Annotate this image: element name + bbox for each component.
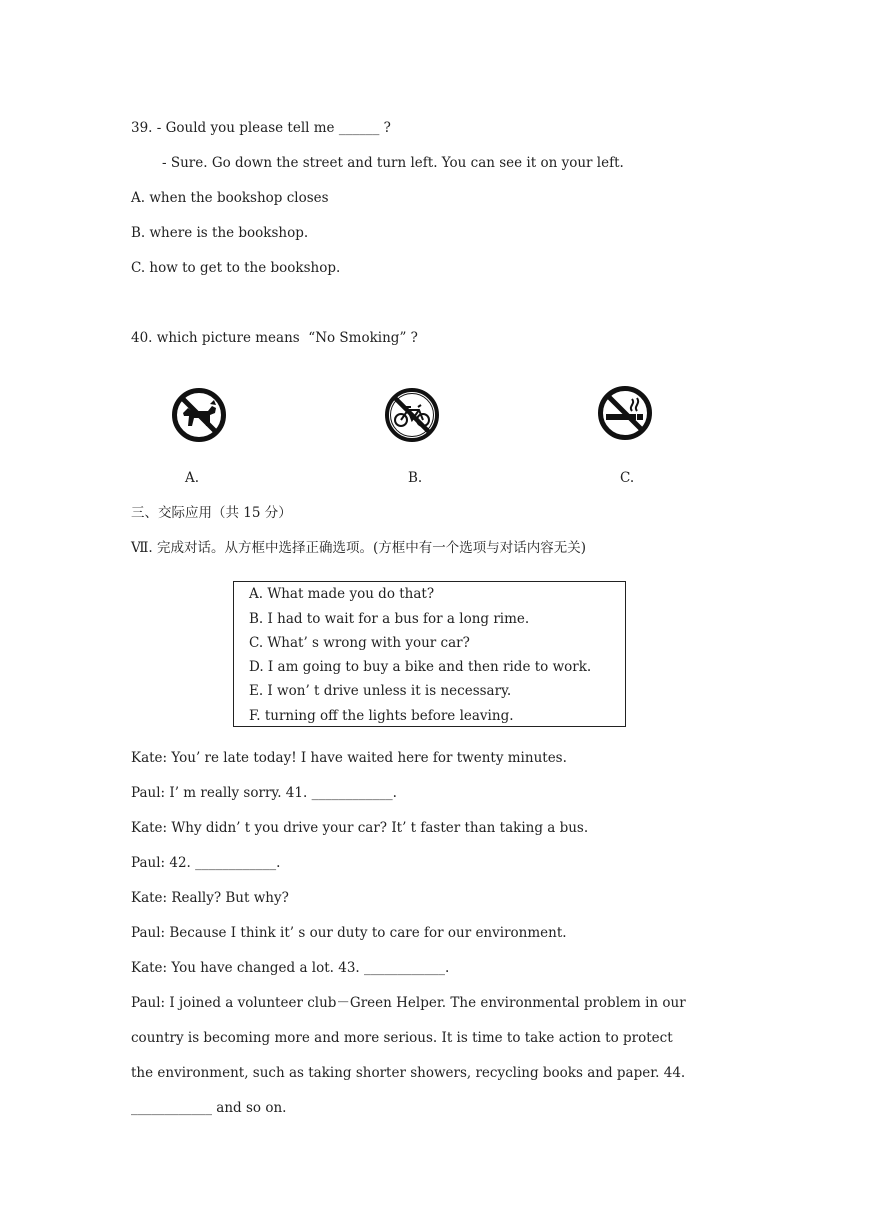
sign-b-label: B. — [408, 470, 423, 486]
dialogue-line: Kate: Why didn’ t you drive your car? It’ t faster than taking a bus. — [131, 820, 589, 836]
dialogue-line: country is becoming more and more serious. It is time to take action to protect — [131, 1030, 673, 1046]
sign-a-label: A. — [185, 470, 200, 486]
dialogue-line: Kate: You’ re late today! I have waited here for twenty minutes. — [131, 750, 567, 766]
dialogue-line: Paul: Because I think it’ s our duty to care for our environment. — [131, 925, 567, 941]
dialogue-line: ____________ and so on. — [131, 1100, 287, 1116]
q39-reply: - Sure. Go down the street and turn left. You can see it on your left. — [162, 155, 624, 171]
dialogue-line: Paul: 42. ____________. — [131, 855, 281, 871]
box-option-c: C. What’ s wrong with your car? — [249, 635, 470, 651]
dialogue-line: Paul: I’ m really sorry. 41. ____________. — [131, 785, 397, 801]
box-option-f: F. turning off the lights before leaving. — [249, 708, 514, 724]
no-smoking-icon — [596, 384, 654, 442]
no-bicycles-icon — [383, 386, 441, 444]
q39-option-b: B. where is the bookshop. — [131, 225, 309, 241]
box-option-d: D. I am going to buy a bike and then ride to work. — [249, 659, 592, 675]
section-heading: 三、交际应用（共 15 分） — [131, 505, 292, 521]
no-dogs-icon — [170, 386, 228, 444]
q40-question: 40. which picture means “No Smoking” ? — [131, 330, 418, 346]
box-option-e: E. I won’ t drive unless it is necessary. — [249, 683, 512, 699]
dialogue-line: Kate: You have changed a lot. 43. ____________. — [131, 960, 450, 976]
q39-question: 39. - Gould you please tell me ______ ? — [131, 120, 391, 136]
section-instruction: Ⅶ. 完成对话。从方框中选择正确选项。(方框中有一个选项与对话内容无关) — [131, 540, 587, 556]
dialogue-line: Paul: I joined a volunteer club－Green Helper. The environmental problem in our — [131, 995, 686, 1011]
box-option-a: A. What made you do that? — [249, 586, 435, 602]
q39-option-a: A. when the bookshop closes — [131, 190, 329, 206]
dialogue-line: the environment, such as taking shorter showers, recycling books and paper. 44. — [131, 1065, 686, 1081]
box-option-b: B. I had to wait for a bus for a long rime. — [249, 611, 530, 627]
dialogue-line: Kate: Really? But why? — [131, 890, 289, 906]
q39-option-c: C. how to get to the bookshop. — [131, 260, 341, 276]
sign-c-label: C. — [620, 470, 635, 486]
